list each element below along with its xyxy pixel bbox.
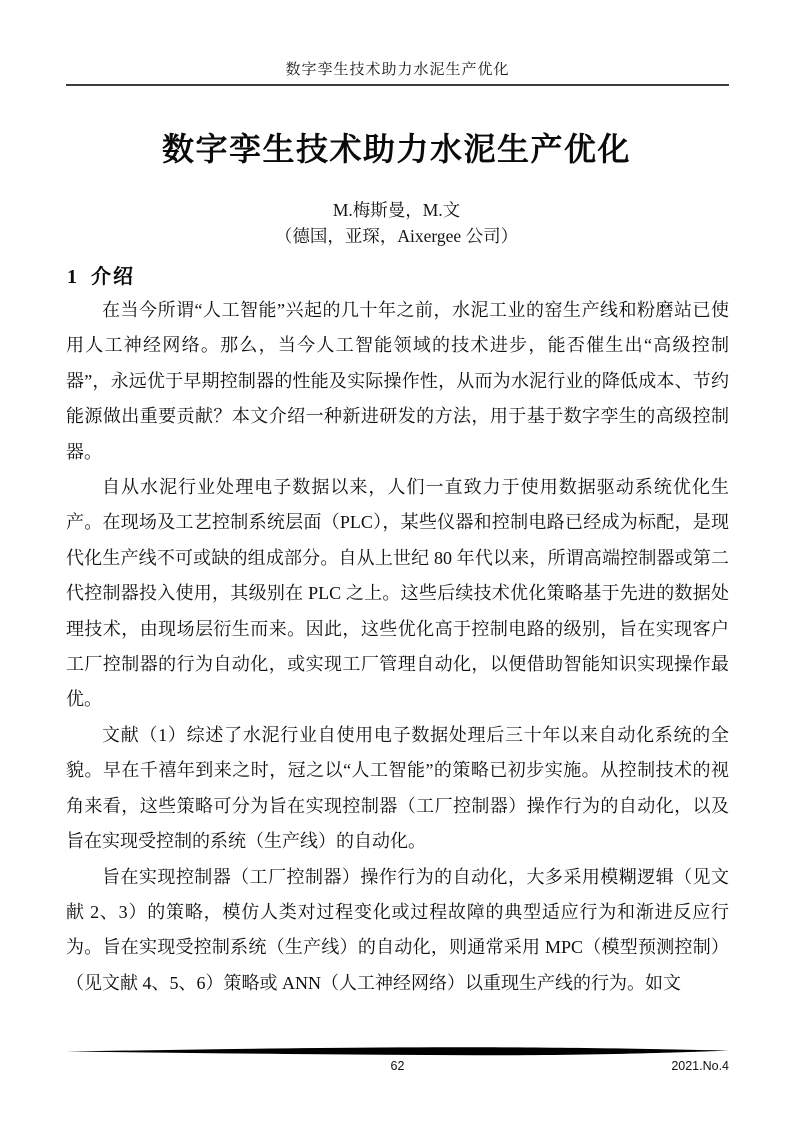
body-paragraph: 在当今所谓“人工智能”兴起的几十年之前，水泥工业的窑生产线和粉磨站已使用人工神经网络。那么，当今人工智能领域的技术进步，能否催生出“高级控制器”，永远优于早期控制器的性能及实际操作性，从而为水泥行业的降低成本、节约能源做出重要贡献？本文介绍一种新进研发的方法，用于基于数字孪生的高级控制器。 — [66, 300, 729, 462]
section-number: 1 — [67, 266, 77, 288]
body-paragraph: 文献（1）综述了水泥行业自使用电子数据处理后三十年以来自动化系统的全貌。早在千禧年到来之时，冠之以“人工智能”的策略已初步实施。从控制技术的视角来看，这些策略可分为旨在实现控制器（工厂控制器）操作行为的自动化，以及旨在实现受控制的系统（生产线）的自动化。 — [66, 724, 729, 852]
affiliation-line: （德国，亚琛，Aixergee 公司） — [274, 226, 519, 246]
footer-page-number: 62 — [390, 1059, 405, 1073]
footer-rule — [66, 1046, 729, 1057]
section-title: 介绍 — [91, 266, 135, 288]
body-paragraph: 旨在实现控制器（工厂控制器）操作行为的自动化，大多采用模糊逻辑（见文献 2、3）的策略，模仿人类对过程变化或过程故障的典型适应行为和渐进反应行为。旨在实现受控制系统（生产线）的自动化，则通常采用 MPC（模型预测控制）（见文献 4、5、6）策略或 ANN（人工神经网络）以重现生产线的行为。如文 — [66, 866, 729, 993]
header-rule — [66, 84, 729, 86]
body-paragraph: 自从水泥行业处理电子数据以来，人们一直致力于使用数据驱动系统优化生产。在现场及工艺控制系统层面（PLC），某些仪器和控制电路已经成为标配，是现代化生产线不可或缺的组成部分。自从上世纪 80 年代以来，所谓高端控制器或第二代控制器投入使用，其级别在 PLC 之上。这些后续技术优化策略基于先进的数据处理技术，由现场层衍生而来。因此，这些优化高于控制电路的级别，旨在实现客户工厂控制器的行为自动化，或实现工厂管理自动化，以便借助智能知识实现操作最优。 — [66, 477, 729, 710]
page-title: 数字孪生技术助力水泥生产优化 — [161, 131, 631, 167]
running-header: 数字孪生技术助力水泥生产优化 — [285, 62, 510, 78]
section-heading — [67, 260, 135, 289]
footer-issue-label: 2021.No.4 — [671, 1059, 729, 1073]
body-text — [66, 293, 729, 1001]
authors-line: M.梅斯曼，M.文 — [332, 200, 461, 220]
